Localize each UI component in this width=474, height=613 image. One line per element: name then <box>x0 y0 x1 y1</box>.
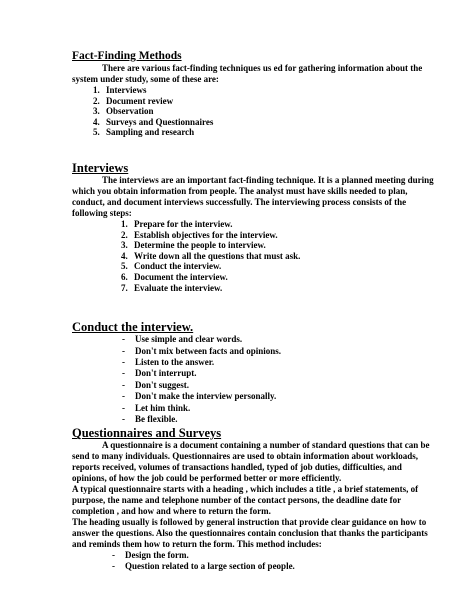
list-item: 7. Evaluate the interview. <box>130 283 434 294</box>
conduct-list <box>72 334 434 425</box>
list-item: - Question related to a large section of people. <box>112 561 434 572</box>
list-item: 3. Determine the people to interview. <box>130 240 434 251</box>
fact-finding-intro: There are various fact-finding techniques us ed for gathering information about the system under study, some of these are: <box>72 63 423 84</box>
list-item: - Don't mix between facts and opinions. <box>122 346 434 357</box>
fact-finding-heading: Fact-Finding Methods <box>72 50 182 62</box>
interview-steps-list <box>72 219 434 293</box>
questionnaires-para-3: The heading usually is followed by general instruction that provide clear guidance on how to answer the questions. Also the questionnaires contain conclusion that thanks the participants and reminds them how to return the form. This method includes: <box>72 517 428 550</box>
interviews-intro: The interviews are an important fact-finding technique. It is a planned meeting during which you obtain information from people. The analyst must have skills needed to plan, conduct, and document interviews successfully. The interviewing process consists of the following steps: <box>72 174 434 218</box>
list-item: - Don't make the interview personally. <box>122 391 434 402</box>
list-item: - Be flexible. <box>122 414 434 425</box>
method-list <box>72 550 434 571</box>
list-item: - Let him think. <box>122 403 434 414</box>
list-item: - Listen to the answer. <box>122 357 434 368</box>
list-item: 2. Document review <box>102 96 434 107</box>
list-item: 6. Document the interview. <box>130 272 434 283</box>
questionnaires-para-2: A typical questionnaire starts with a heading , which includes a title , a brief statements, of purpose, the name and telephone number of the contact persons, the deadline date for completion , and how and where to return the form. <box>72 484 419 517</box>
conduct-heading: Conduct the interview. <box>72 320 194 335</box>
list-item: 3. Observation <box>102 106 434 117</box>
list-item: 4. Write down all the questions that must ask. <box>130 251 434 262</box>
list-item: 5. Sampling and research <box>102 127 434 138</box>
list-item: 1. Prepare for the interview. <box>130 219 434 230</box>
list-item: 4. Surveys and Questionnaires <box>102 117 434 128</box>
list-item: 1. Interviews <box>102 85 434 96</box>
questionnaires-para-1: A questionnaire is a document containing a number of standard questions that can be send to many individuals. Questionnaires are used to obtain information about workloads, reports received, volumes of transactions handled, typed of job duties, difficulties, and opinions, of how the job could be performed better or more efficiently. <box>72 440 430 484</box>
interviews-heading: Interviews <box>72 160 129 175</box>
list-item: - Don't suggest. <box>122 380 434 391</box>
list-item: - Design the form. <box>112 550 434 561</box>
list-item: 5. Conduct the interview. <box>130 261 434 272</box>
list-item: - Don't interrupt. <box>122 368 434 379</box>
fact-finding-list <box>72 85 434 138</box>
list-item: - Use simple and clear words. <box>122 334 434 345</box>
questionnaires-heading: Questionnaires and Surveys <box>72 426 222 441</box>
list-item: 2. Establish objectives for the interview. <box>130 230 434 241</box>
